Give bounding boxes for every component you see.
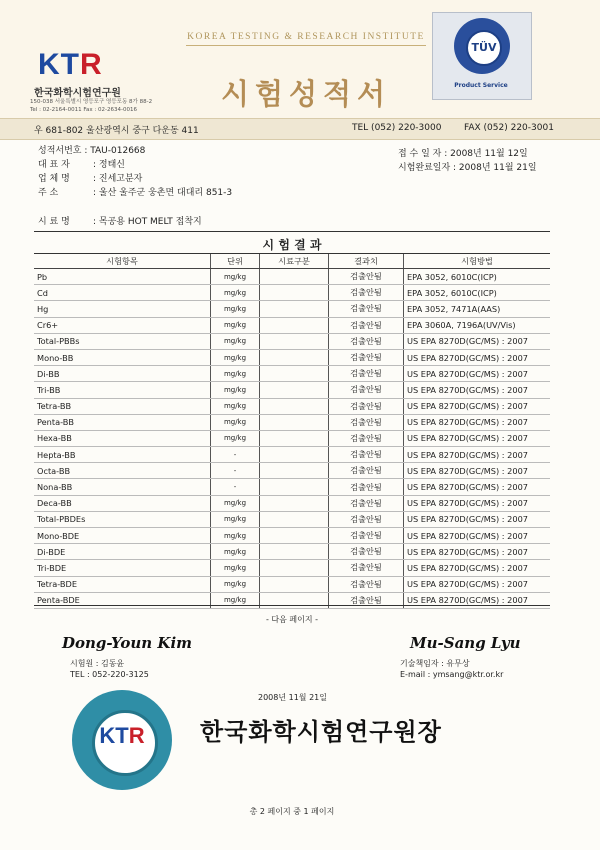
cell-result: 검출안됨 [329,333,404,349]
cell-result: 검출안됨 [329,511,404,527]
signature-manager: Mu-Sang Lyu [410,634,521,652]
cell-method: US EPA 8270D(GC/MS) : 2007 [404,544,551,560]
cell-sample [260,349,329,365]
cell-unit: mg/kg [211,333,260,349]
sample-label: 시 료 명 [38,217,70,227]
cell-method: US EPA 8270D(GC/MS) : 2007 [404,398,551,414]
cell-result: 검출안됨 [329,414,404,430]
cell-result: 검출안됨 [329,382,404,398]
table-row [34,366,550,382]
logo-name: 한국화학시험연구원 [34,88,121,99]
table-row [34,269,550,285]
cell-unit: mg/kg [211,544,260,560]
completed-date: 시험완료일자 : 2008년 11월 21일 [398,163,537,173]
signature-tester: Dong-Youn Kim [62,634,193,652]
contact-tel: TEL (052) 220-3000 [352,123,442,133]
results-title: 시 험 결 과 [262,238,322,252]
cell-item: Nona-BB [34,479,211,495]
tuv-mark: TÜV [466,30,502,66]
table-row [34,317,550,333]
logo-address [30,98,170,114]
cell-sample [260,366,329,382]
cell-method: US EPA 8270D(GC/MS) : 2007 [404,576,551,592]
company-value: : 진세고분자 [93,174,143,184]
table-row [34,398,550,414]
cell-result: 검출안됨 [329,301,404,317]
cell-sample [260,398,329,414]
cell-unit: mg/kg [211,382,260,398]
report-number: 성적서번호 : TAU-012668 [38,146,146,156]
cell-unit: mg/kg [211,528,260,544]
cell-method: EPA 3052, 6010C(ICP) [404,269,551,285]
cell-sample [260,430,329,446]
cell-sample [260,382,329,398]
table-row [34,576,550,592]
address-label: 주 소 [38,188,59,198]
contact-bar [0,118,600,140]
cell-result: 검출안됨 [329,479,404,495]
cell-unit: - [211,463,260,479]
table-row [34,463,550,479]
col-header-method: 시험방법 [404,254,551,269]
col-header-item: 시험항목 [34,254,211,269]
cell-method: US EPA 8270D(GC/MS) : 2007 [404,447,551,463]
tester-name: 시험원 : 김동윤 [70,659,125,668]
cell-unit: mg/kg [211,398,260,414]
table-row [34,495,550,511]
results-bottom-rule [34,605,550,606]
cell-item: Di-BDE [34,544,211,560]
ktr-logo: KTR [38,48,103,81]
cell-unit: mg/kg [211,269,260,285]
cell-sample [260,592,329,608]
cell-method: US EPA 8270D(GC/MS) : 2007 [404,366,551,382]
cell-unit: mg/kg [211,430,260,446]
sample-name [38,214,202,227]
cell-result: 검출안됨 [329,576,404,592]
cell-method: US EPA 8270D(GC/MS) : 2007 [404,528,551,544]
cell-item: Hexa-BB [34,430,211,446]
sample-value: : 목공용 HOT MELT 접착지 [93,217,202,227]
cell-unit: mg/kg [211,511,260,527]
contact-address: 우 681-802 울산광역시 중구 다운동 411 [34,126,199,136]
cell-method: US EPA 8270D(GC/MS) : 2007 [404,414,551,430]
cell-method: US EPA 8270D(GC/MS) : 2007 [404,479,551,495]
col-header-sample: 시료구분 [260,254,329,269]
cell-unit: mg/kg [211,592,260,608]
cell-sample [260,528,329,544]
cell-item: Pb [34,269,211,285]
cell-result: 검출안됨 [329,285,404,301]
company [38,171,142,184]
issue-date: 2008년 11월 21일 [258,693,327,702]
tester-tel: TEL : 052-220-3125 [70,670,149,679]
cell-sample [260,495,329,511]
results-header-row [34,254,550,269]
cell-item: Hepta-BB [34,447,211,463]
cell-item: Tetra-BB [34,398,211,414]
cell-sample [260,317,329,333]
cell-result: 검출안됨 [329,430,404,446]
representative-label: 대 표 자 [38,160,70,170]
cell-unit: mg/kg [211,366,260,382]
page-indicator: 총 2 페이지 중 1 페이지 [249,807,335,816]
cell-unit: - [211,479,260,495]
cell-item: Penta-BDE [34,592,211,608]
table-row [34,349,550,365]
cell-sample [260,285,329,301]
cell-method: US EPA 8270D(GC/MS) : 2007 [404,382,551,398]
cell-result: 검출안됨 [329,544,404,560]
col-header-result: 결과치 [329,254,404,269]
col-header-unit: 단위 [211,254,260,269]
cell-result: 검출안됨 [329,366,404,382]
table-row [34,414,550,430]
cell-unit: - [211,447,260,463]
cell-result: 검출안됨 [329,592,404,608]
director-title: 한국화학시험연구원장 [200,718,442,746]
cell-sample [260,560,329,576]
tuv-caption: Product Service [454,82,508,89]
contact-fax: FAX (052) 220-3001 [464,123,554,133]
cell-result: 검출안됨 [329,269,404,285]
institute-title: KOREA TESTING & RESEARCH INSTITUTE [187,32,425,42]
cell-sample [260,269,329,285]
cell-method: US EPA 8270D(GC/MS) : 2007 [404,495,551,511]
cell-unit: mg/kg [211,495,260,511]
cell-result: 검출안됨 [329,349,404,365]
cell-sample [260,544,329,560]
cell-item: Deca-BB [34,495,211,511]
cell-unit: mg/kg [211,576,260,592]
cell-sample [260,414,329,430]
cell-method: US EPA 8270D(GC/MS) : 2007 [404,349,551,365]
table-row [34,382,550,398]
cell-result: 검출안됨 [329,447,404,463]
table-row [34,447,550,463]
logo-address-line1: 150-038 서울특별시 영등포구 영등포동 8가 88-2 [30,99,153,105]
representative [38,157,125,170]
cell-item: Total-PBBs [34,333,211,349]
cell-sample [260,301,329,317]
table-row [34,592,550,608]
cell-item: Penta-BB [34,414,211,430]
table-row [34,479,550,495]
document-title: 시험성적서 [220,77,392,111]
cell-item: Tetra-BDE [34,576,211,592]
cell-method: US EPA 8270D(GC/MS) : 2007 [404,511,551,527]
table-row [34,333,550,349]
cell-method: EPA 3060A, 7196A(UV/Vis) [404,317,551,333]
cell-sample [260,333,329,349]
cell-unit: mg/kg [211,317,260,333]
cell-method: US EPA 8270D(GC/MS) : 2007 [404,333,551,349]
table-row [34,528,550,544]
table-row [34,560,550,576]
cell-item: Tri-BB [34,382,211,398]
next-page-note: - 다음 페이지 - [265,615,319,624]
cell-item: Total-PBDEs [34,511,211,527]
manager-name: 기술책임자 : 유무상 [400,659,470,668]
cell-item: Cd [34,285,211,301]
results-body [34,269,550,609]
logo-address-line2: Tel : 02-2164-0011 Fax : 02-2634-0016 [30,107,137,113]
table-row [34,544,550,560]
cell-method: US EPA 8270D(GC/MS) : 2007 [404,430,551,446]
company-address [38,185,232,198]
cell-sample [260,479,329,495]
cell-unit: mg/kg [211,349,260,365]
cell-method: EPA 3052, 6010C(ICP) [404,285,551,301]
cell-item: Mono-BB [34,349,211,365]
cell-method: US EPA 8270D(GC/MS) : 2007 [404,592,551,608]
cell-result: 검출안됨 [329,560,404,576]
cell-unit: mg/kg [211,285,260,301]
table-row [34,301,550,317]
results-top-rule [34,231,550,232]
cell-sample [260,576,329,592]
ktr-seal-logo: KTR [99,723,145,748]
cell-sample [260,463,329,479]
cell-item: Cr6+ [34,317,211,333]
cell-item: Octa-BB [34,463,211,479]
cell-item: Mono-BDE [34,528,211,544]
cell-result: 검출안됨 [329,495,404,511]
cell-method: EPA 3052, 7471A(AAS) [404,301,551,317]
results-table [34,254,550,609]
company-label: 업 체 명 [38,174,70,184]
table-row [34,285,550,301]
cell-unit: mg/kg [211,301,260,317]
institute-rule [186,45,426,46]
cell-sample [260,447,329,463]
received-date: 접 수 일 자 : 2008년 11월 12일 [398,149,528,159]
cell-sample [260,511,329,527]
manager-email: E-mail : ymsang@ktr.or.kr [400,670,504,679]
cell-unit: mg/kg [211,414,260,430]
cell-result: 검출안됨 [329,398,404,414]
table-row [34,430,550,446]
cell-result: 검출안됨 [329,463,404,479]
cell-method: US EPA 8270D(GC/MS) : 2007 [404,463,551,479]
cell-result: 검출안됨 [329,317,404,333]
cell-item: Di-BB [34,366,211,382]
cell-result: 검출안됨 [329,528,404,544]
table-row [34,511,550,527]
cell-unit: mg/kg [211,560,260,576]
cell-item: Hg [34,301,211,317]
address-value: : 울산 울주군 웅촌면 대대리 851-3 [93,188,233,198]
cell-item: Tri-BDE [34,560,211,576]
cell-method: US EPA 8270D(GC/MS) : 2007 [404,560,551,576]
representative-value: : 정태신 [93,160,125,170]
